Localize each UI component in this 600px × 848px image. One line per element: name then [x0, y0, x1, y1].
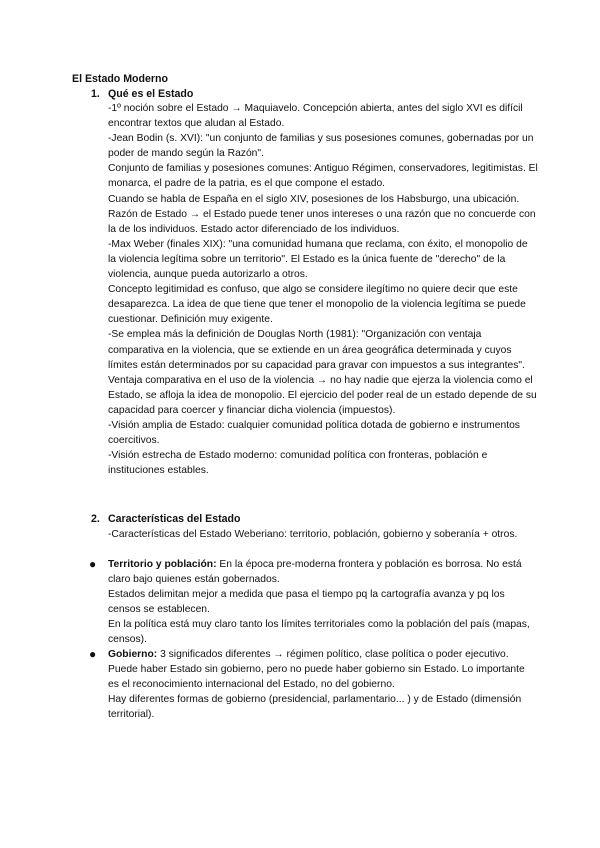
bullet-term: Territorio y población: — [108, 559, 217, 570]
bullet-term: Gobierno: — [108, 649, 158, 660]
paragraph — [108, 647, 538, 692]
paragraph: Hay diferentes formas de gobierno (presidencial, parlamentario... ) y de Estado (dimensión territorial). — [108, 694, 522, 721]
paragraph: Cuando se habla de España en el siglo XIV, posesiones de los Habsburgo, una ubicación. — [108, 193, 520, 205]
paragraph: -Características del Estado Weberiano: territorio, población, gobierno y soberanía + otros. — [108, 529, 518, 540]
document-title: El Estado Moderno — [72, 73, 168, 85]
section-2-body — [108, 527, 538, 542]
paragraph: En la política está muy claro tanto los límites territoriales como la población del país (mapas, censos). — [108, 619, 530, 646]
paragraph: -Visión amplia de Estado: cualquier comunidad política dotada de gobierno e instrumentos coercitivos. — [108, 419, 520, 447]
paragraph: Concepto legitimidad es confuso, que algo se considere ilegítimo no quiere decir que este desaparezca. La idea de que tiene que tener el monopolio de la violencia legítima se puede cuestionar. Definición muy exigente. — [108, 284, 526, 326]
paragraph: Razón de Estado → el Estado puede tener unos intereses o una razón que no concuerde con la de los individuos. Estado actor diferenciado de los individuos. — [108, 208, 536, 235]
section-2-number: 2. — [91, 513, 100, 525]
paragraph: -Visión estrecha de Estado moderno: comunidad política con fronteras, población e instituciones estables. — [108, 450, 488, 477]
paragraph: -Max Weber (finales XIX): "una comunidad humana que reclama, con éxito, el monopolio de la violencia legítima sobre un territorio". El Estado es la única fuente de "derecho" de la violencia, aunque pueda autorizarlo a otros. — [108, 238, 528, 281]
section-1-body — [108, 101, 538, 478]
paragraph: -1º noción sobre el Estado → Maquiavelo. Concepción abierta, antes del siglo XVI es difícil encontrar textos que aludan al Estado. — [108, 103, 523, 130]
section-1-number: 1. — [91, 88, 100, 100]
paragraph: Estados delimitan mejor a medida que pasa el tiempo pq la cartografía avanza y pq los censos se establecen. — [108, 589, 505, 616]
bullet-icon: ● — [89, 647, 97, 661]
section-2-heading: Características del Estado — [108, 513, 241, 525]
paragraph — [108, 557, 538, 587]
bullet-text: 3 significados diferentes → régimen político, clase política o poder ejecutivo. Puede haber Estado sin gobierno, pero no puede haber gobierno sin Estado. Lo importante es el reconocimiento internacional del Estado, no del gobierno. — [108, 649, 525, 691]
paragraph: -Se emplea más la definición de Douglas North (1981): "Organización con ventaja comparativa en la violencia, que se extiende en un área geográfica determinada y cuyos límites están determinados por su capacidad para gravar con impuestos a sus integrantes". Ventaja comparativa en el uso de la violencia → no hay nadie que ejerza la violencia como el Estado, se afloja la idea de monopolio. El ejercicio del poder real de un estado depende de su capacidad para coercer y financiar dicha violencia (impuestos). — [108, 329, 537, 416]
section-1-heading: Qué es el Estado — [108, 88, 194, 100]
paragraph: -Jean Bodin (s. XVI): "un conjunto de familias y sus posesiones comunes, gobernadas por un poder de mando según la Razón". — [108, 133, 534, 160]
bullet-icon: ● — [89, 557, 97, 571]
bullet-text: En la época pre-moderna frontera y población es borrosa. No está claro bajo quienes están gobernados. — [108, 559, 522, 586]
bullet-gobierno — [108, 647, 538, 722]
bullet-territorio — [108, 557, 538, 648]
paragraph: Conjunto de familias y posesiones comunes: Antiguo Régimen, conservadores, legitimistas. El monarca, el padre de la patria, es el que compone el estado. — [108, 163, 538, 190]
